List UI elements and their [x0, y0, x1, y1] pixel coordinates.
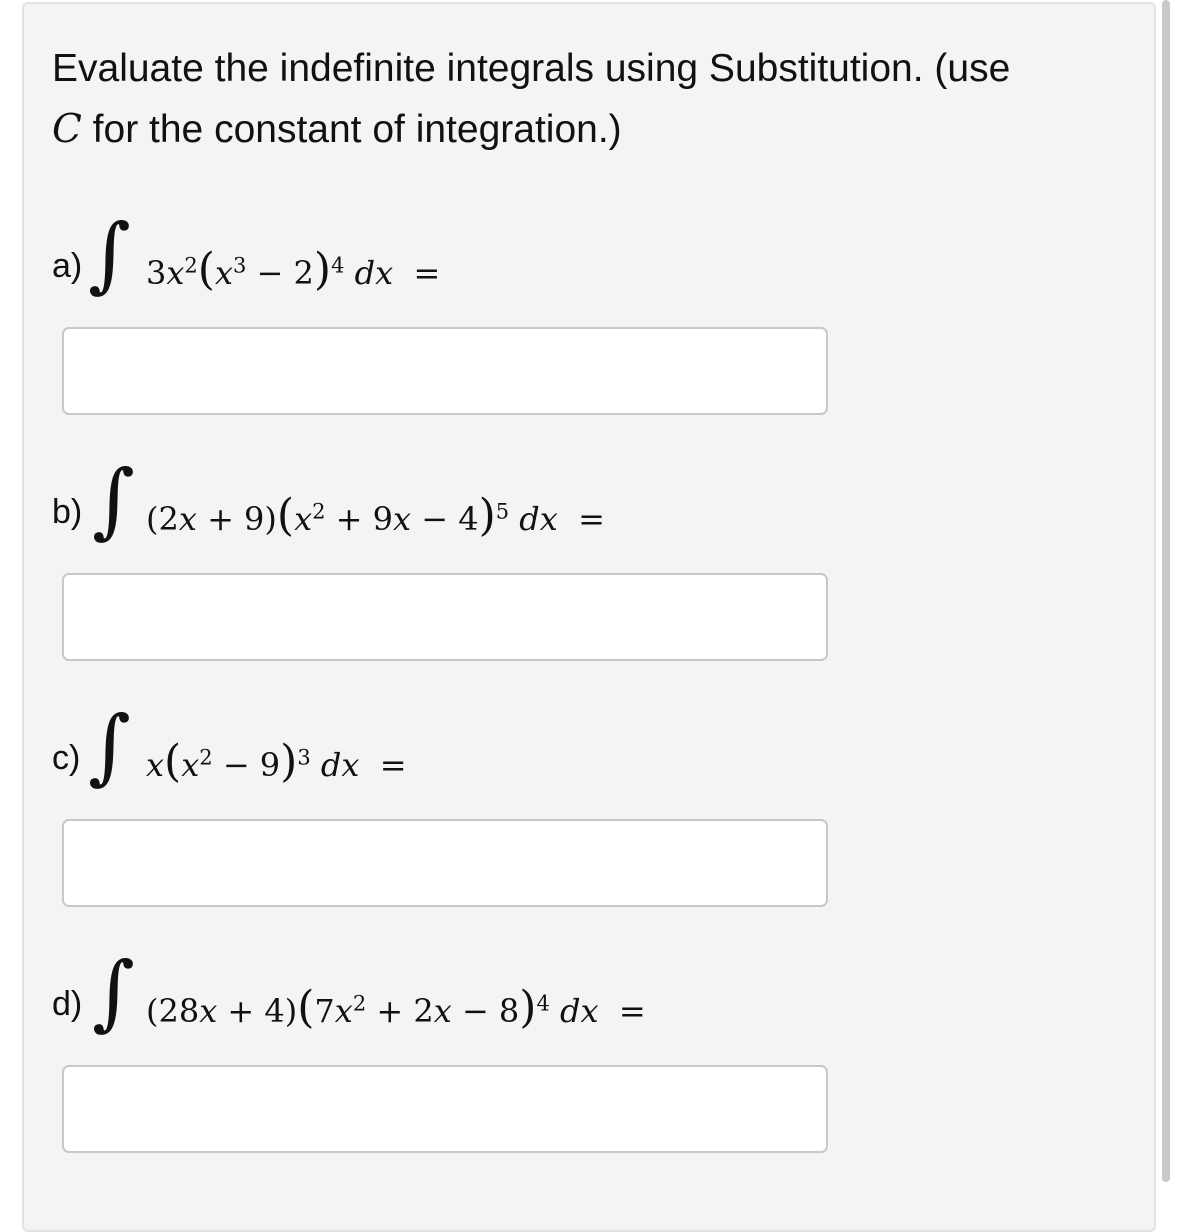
problem-d-label: d): [52, 985, 83, 1023]
problem-a-label: a): [52, 247, 83, 285]
problem-c-expression: $x(x^2 - 9)^3$ dx =: [146, 736, 407, 787]
answer-input-a[interactable]: [62, 327, 828, 415]
integral-sign-c: ∫: [88, 699, 131, 794]
problem-b-expression: $(2x + 9)(x^2 + 9x - 4)^5$ dx =: [146, 490, 605, 541]
problem-c-label: c): [52, 739, 81, 777]
integral-sign-d: ∫: [92, 945, 135, 1040]
scrollbar[interactable]: [1162, 0, 1170, 1182]
problem-d-expression: $(28x + 4)(7x^2 + 2x - 8)^4$ dx =: [146, 982, 646, 1033]
answer-input-b[interactable]: [62, 573, 828, 661]
integral-sign-a: ∫: [88, 207, 131, 302]
answer-input-c[interactable]: [62, 819, 828, 907]
constant-variable: C: [52, 107, 82, 152]
problem-b-label: b): [52, 493, 83, 531]
instructions-text-2: for the constant of integration.): [81, 108, 622, 151]
integral-sign-b: ∫: [92, 453, 135, 548]
problem-a-expression: $3x^2(x^3 - 2)^4$ dx =: [146, 244, 441, 295]
instructions: [52, 38, 1132, 160]
instructions-text-1: Evaluate the indefinite integrals using Substitution. (use: [52, 47, 1011, 90]
answer-input-d[interactable]: [62, 1065, 828, 1153]
